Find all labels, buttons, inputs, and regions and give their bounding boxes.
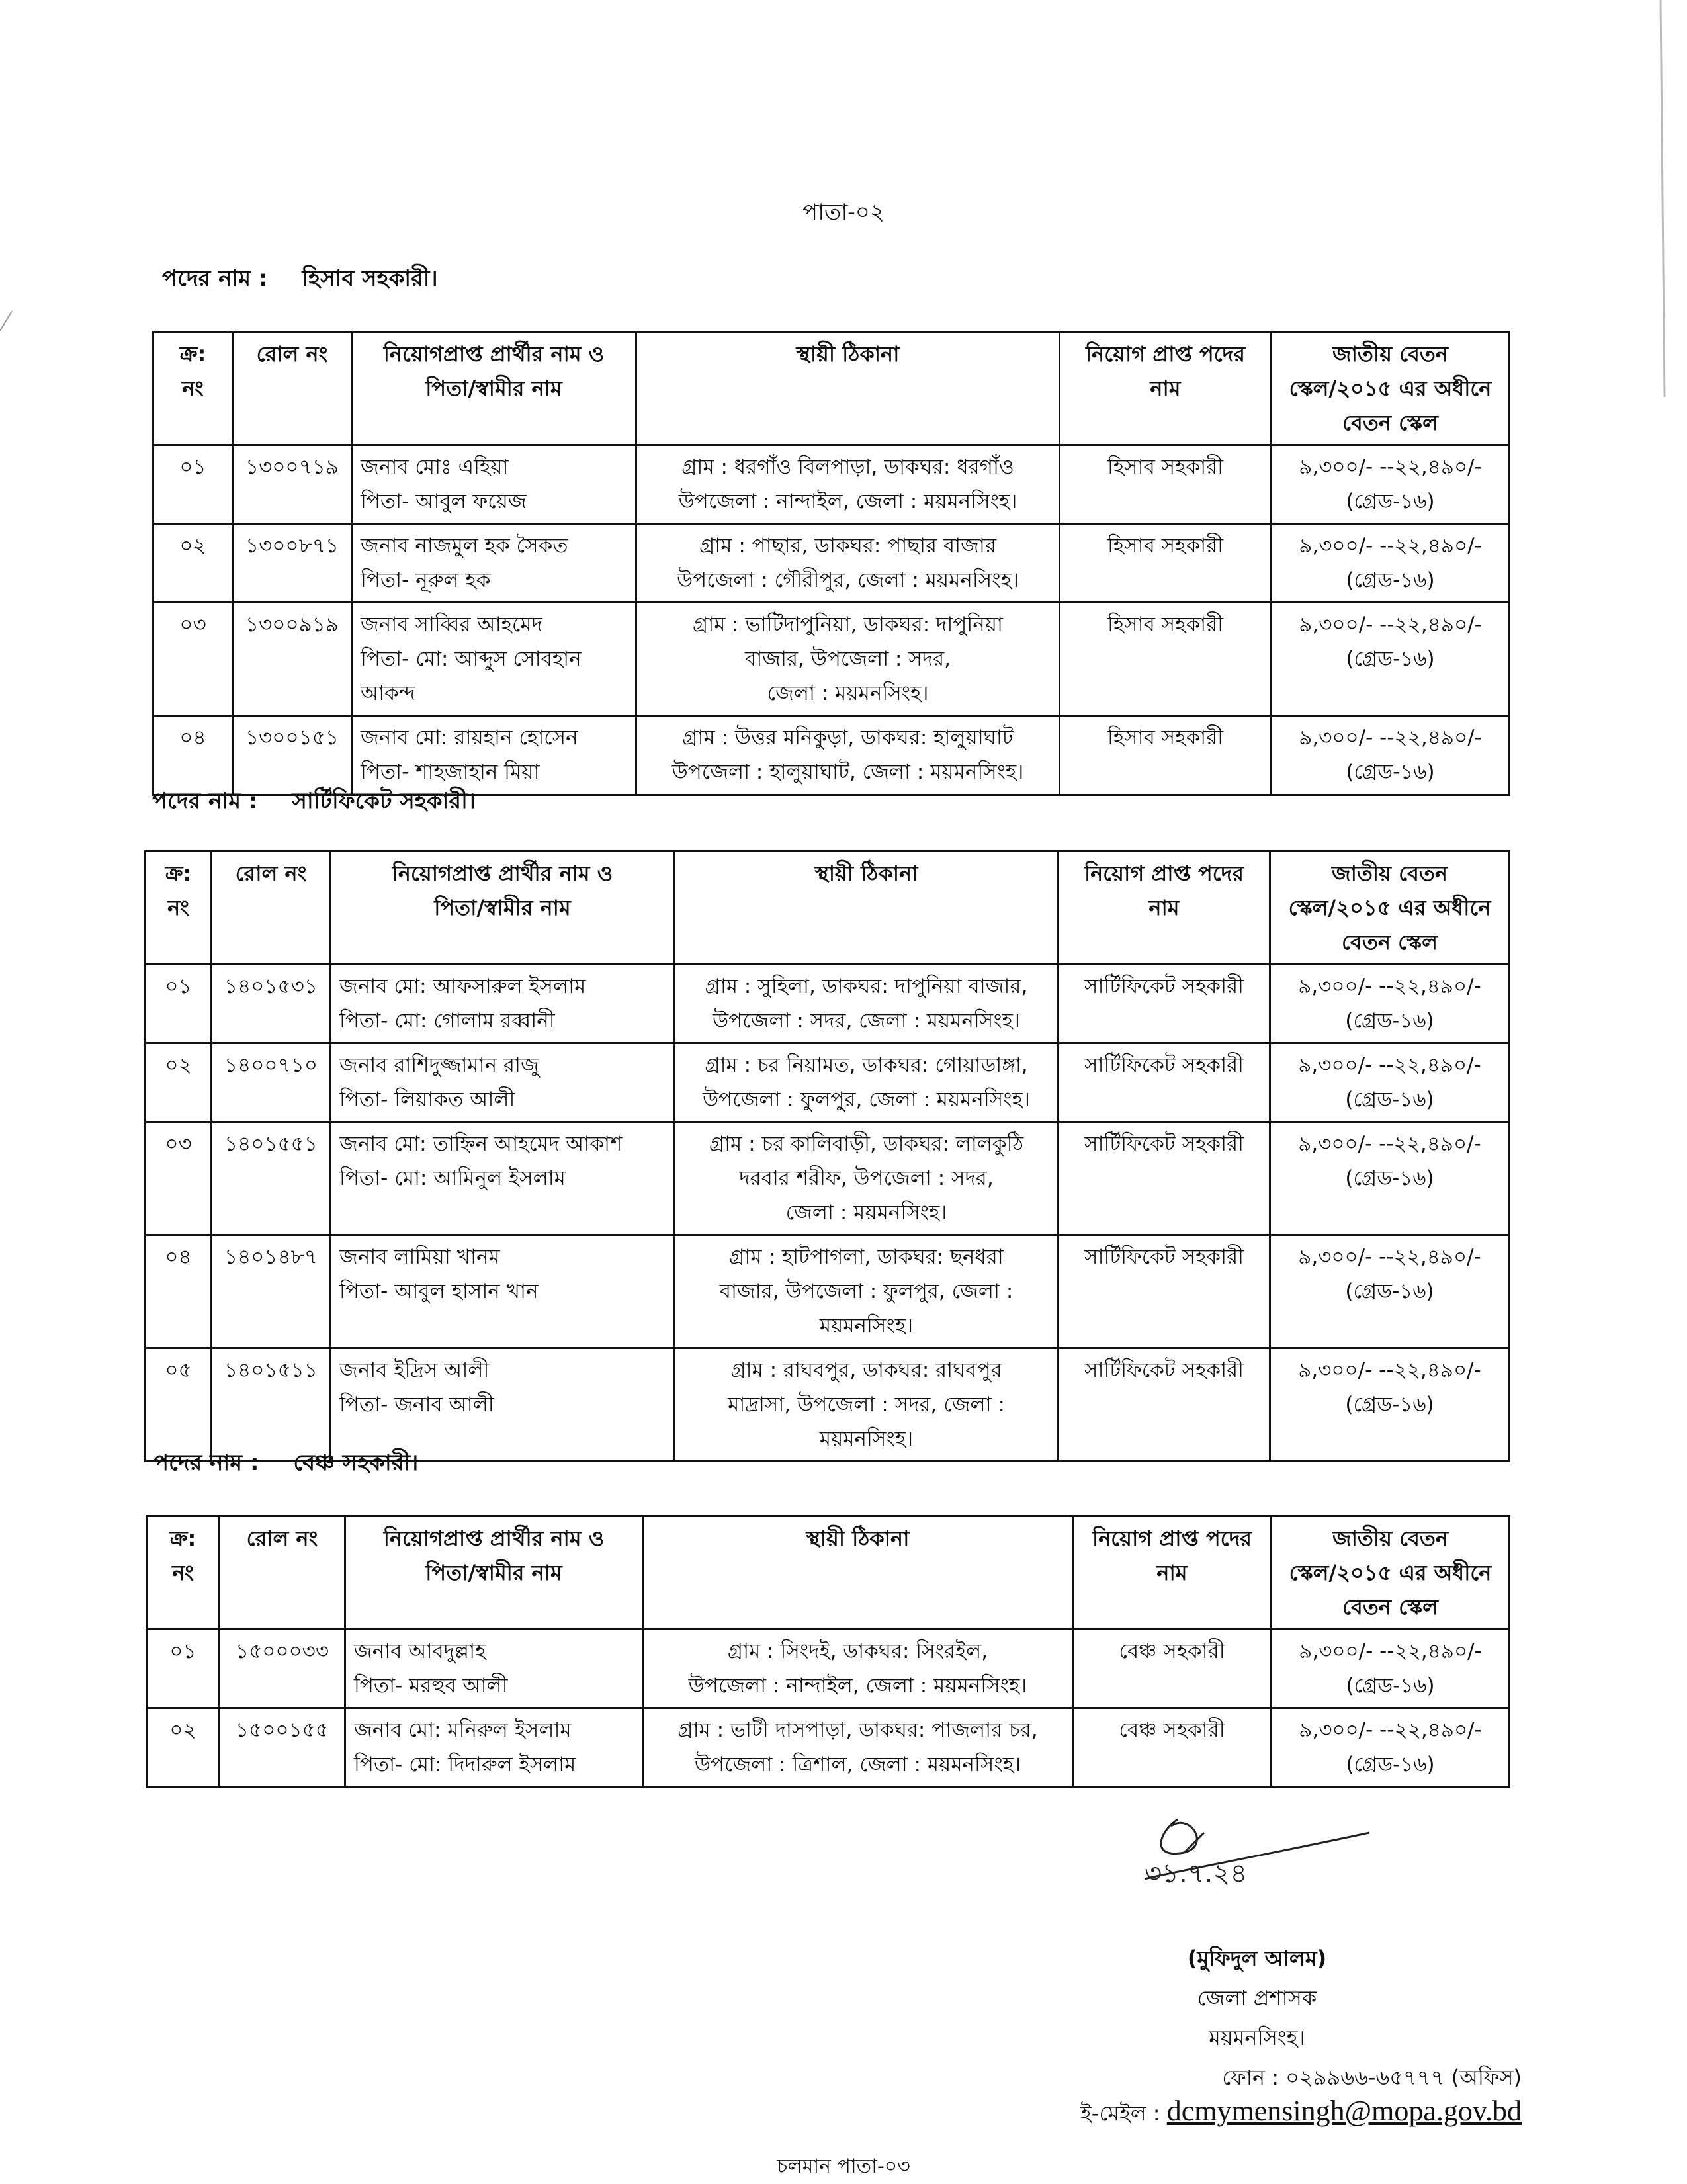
cell-sl: ০৩	[146, 1122, 212, 1235]
header-roll: রোল নং	[233, 332, 352, 445]
cell-name: জনাব লামিয়া খানম পিতা- আবুল হাসান খান	[331, 1235, 675, 1348]
post-label: পদের নাম :	[152, 788, 258, 814]
table-row	[153, 445, 1510, 524]
cell-address: গ্রাম : রাঘবপুর, ডাকঘর: রাঘবপুর মাদ্রাসা, উপজেলা : সদর, জেলা : ময়মনসিংহ।	[675, 1348, 1059, 1462]
header-sl: ক্র: নং	[146, 852, 212, 965]
cell-roll: ১৪০১৫৫১	[212, 1122, 331, 1235]
cell-address: গ্রাম : উত্তর মনিকুড়া, ডাকঘর: হালুয়াঘাট উপজেলা : হালুয়াঘাট, জেলা : ময়মনসিংহ।	[636, 716, 1060, 795]
header-name: নিয়োগপ্রাপ্ত প্রার্থীর নাম ও পিতা/স্বামীর নাম	[345, 1516, 643, 1630]
signatory-name: (মুফিদুল আলম)	[1187, 1946, 1327, 1971]
email-label: ই-মেইল :	[1080, 2101, 1160, 2126]
cell-name: জনাব মো: আফসারুল ইসলাম পিতা- মো: গোলাম রব্বানী	[331, 965, 675, 1043]
cell-sl: ০৪	[153, 716, 233, 795]
cell-address: গ্রাম : পাছার, ডাকঘর: পাছার বাজার উপজেলা : গৌরীপুর, জেলা : ময়মনসিংহ।	[636, 524, 1060, 603]
page-number: পাতা-০২	[802, 199, 885, 226]
phone-number: ০২৯৯৬৬-৬৫৭৭৭ (অফিস)	[1285, 2065, 1522, 2090]
signature-date: ৩১.৭.২৪	[1145, 1858, 1248, 1889]
cell-scale: ৯,৩০০/- --২২,৪৯০/- (গ্রেড-১৬)	[1270, 965, 1510, 1043]
cell-post: সার্টিফিকেট সহকারী	[1059, 1043, 1270, 1122]
cell-roll: ১৪০১৪৮৭	[212, 1235, 331, 1348]
post-label: পদের নাম :	[162, 265, 268, 292]
email-link[interactable]: dcmymensingh@mopa.gov.bd	[1166, 2095, 1522, 2127]
table-row	[146, 1348, 1510, 1462]
email-line	[926, 2094, 1522, 2132]
cell-post: সার্টিফিকেট সহকারী	[1059, 1235, 1270, 1348]
post-title-3	[153, 1446, 418, 1483]
table-row	[146, 1043, 1510, 1122]
cell-name: জনাব মো: রায়হান হোসেন পিতা- শাহজাহান মিয়া	[352, 716, 636, 795]
cell-scale: ৯,৩০০/- --২২,৪৯০/- (গ্রেড-১৬)	[1272, 1630, 1510, 1708]
roster-table-1	[152, 331, 1510, 796]
roster-header	[147, 1516, 1510, 1630]
header-address: স্থায়ী ঠিকানা	[675, 852, 1059, 965]
cell-name: জনাব ইদ্রিস আলী পিতা- জনাব আলী	[331, 1348, 675, 1462]
cell-post: সার্টিফিকেট সহকারী	[1059, 1348, 1270, 1462]
cell-name: জনাব মোঃ এহিয়া পিতা- আবুল ফয়েজ	[352, 445, 636, 524]
header-name: নিয়োগপ্রাপ্ত প্রার্থীর নাম ও পিতা/স্বামীর নাম	[331, 852, 675, 965]
table-row	[153, 524, 1510, 603]
roster-table-3	[146, 1515, 1510, 1788]
cell-address: গ্রাম : চর নিয়ামত, ডাকঘর: গোয়াডাঙ্গা, উপজেলা : ফুলপুর, জেলা : ময়মনসিংহ।	[675, 1043, 1059, 1122]
signatory-designation: জেলা প্রশাসক	[1197, 1986, 1317, 2011]
cell-sl: ০৪	[146, 1235, 212, 1348]
cell-post: বেঞ্চ সহকারী	[1073, 1630, 1272, 1708]
phone-line	[926, 2061, 1522, 2097]
cell-post: হিসাব সহকারী	[1060, 524, 1272, 603]
continued-note: চলমান পাতা-০৩	[777, 2155, 910, 2178]
cell-post: হিসাব সহকারী	[1060, 603, 1272, 716]
cell-address: গ্রাম : ভাটিদাপুনিয়া, ডাকঘর: দাপুনিয়া বাজার, উপজেলা : সদর, জেলা : ময়মনসিংহ।	[636, 603, 1060, 716]
phone-label: ফোন :	[1222, 2065, 1279, 2090]
cell-roll: ১৩০০৭১৯	[233, 445, 352, 524]
signatory-district: ময়মনসিংহ।	[1209, 2025, 1305, 2050]
cell-sl: ০১	[153, 445, 233, 524]
cell-name: জনাব সাব্বির আহমেদ পিতা- মো: আব্দুস সোবহান আকন্দ	[352, 603, 636, 716]
cell-address: গ্রাম : ভাটী দাসপাড়া, ডাকঘর: পাজলার চর, উপজেলা : ত্রিশাল, জেলা : ময়মনসিংহ।	[643, 1708, 1073, 1787]
header-sl: ক্র: নং	[147, 1516, 220, 1630]
cell-address: গ্রাম : সিংদই, ডাকঘর: সিংরইল, উপজেলা : নান্দাইল, জেলা : ময়মনসিংহ।	[643, 1630, 1073, 1708]
cell-scale: ৯,৩০০/- --২২,৪৯০/- (গ্রেড-১৬)	[1272, 524, 1510, 603]
cell-address: গ্রাম : হাটপাগলা, ডাকঘর: ছনধরা বাজার, উপজেলা : ফুলপুর, জেলা : ময়মনসিংহ।	[675, 1235, 1059, 1348]
post-title-2	[152, 784, 476, 822]
cell-scale: ৯,৩০০/- --২২,৪৯০/- (গ্রেড-১৬)	[1270, 1348, 1510, 1462]
signatory-block	[992, 1939, 1522, 2058]
cell-sl: ০১	[147, 1630, 220, 1708]
cell-name: জনাব মো: মনিরুল ইসলাম পিতা- মো: দিদারুল ইসলাম	[345, 1708, 643, 1787]
post-label: পদের নাম :	[153, 1450, 259, 1476]
cell-scale: ৯,৩০০/- --২২,৪৯০/- (গ্রেড-১৬)	[1272, 445, 1510, 524]
cell-name: জনাব মো: তাহ্নিন আহমেদ আকাশ পিতা- মো: আমিনুল ইসলাম	[331, 1122, 675, 1235]
cell-roll: ১৩০০১৫১	[233, 716, 352, 795]
cell-roll: ১৪০১৫১১	[212, 1348, 331, 1462]
cell-roll: ১৪০০৭১০	[212, 1043, 331, 1122]
cell-sl: ০২	[153, 524, 233, 603]
cell-address: গ্রাম : ধরগাঁও বিলপাড়া, ডাকঘর: ধরগাঁও উপজেলা : নান্দাইল, জেলা : ময়মনসিংহ।	[636, 445, 1060, 524]
header-sl: ক্র: নং	[153, 332, 233, 445]
table-row	[146, 1122, 1510, 1235]
header-address: স্থায়ী ঠিকানা	[636, 332, 1060, 445]
cell-scale: ৯,৩০০/- --২২,৪৯০/- (গ্রেড-১৬)	[1272, 603, 1510, 716]
cell-post: হিসাব সহকারী	[1060, 716, 1272, 795]
cell-address: গ্রাম : চর কালিবাড়ী, ডাকঘর: লালকুঠি দরবার শরীফ, উপজেলা : সদর, জেলা : ময়মনসিংহ।	[675, 1122, 1059, 1235]
cell-roll: ১৫০০১৫৫	[220, 1708, 345, 1787]
cell-roll: ১৫০০০৩৩	[220, 1630, 345, 1708]
cell-sl: ০২	[146, 1043, 212, 1122]
cell-post: সার্টিফিকেট সহকারী	[1059, 965, 1270, 1043]
table-row	[146, 965, 1510, 1043]
cell-scale: ৯,৩০০/- --২২,৪৯০/- (গ্রেড-১৬)	[1272, 1708, 1510, 1787]
post-name: হিসাব সহকারী।	[302, 265, 438, 292]
roster-table-2	[144, 850, 1510, 1462]
cell-sl: ০৫	[146, 1348, 212, 1462]
cell-address: গ্রাম : সুহিলা, ডাকঘর: দাপুনিয়া বাজার, উপজেলা : সদর, জেলা : ময়মনসিংহ।	[675, 965, 1059, 1043]
table-row	[147, 1630, 1510, 1708]
cell-scale: ৯,৩০০/- --২২,৪৯০/- (গ্রেড-১৬)	[1270, 1122, 1510, 1235]
cell-scale: ৯,৩০০/- --২২,৪৯০/- (গ্রেড-১৬)	[1270, 1043, 1510, 1122]
header-name: নিয়োগপ্রাপ্ত প্রার্থীর নাম ও পিতা/স্বামীর নাম	[352, 332, 636, 445]
cell-sl: ০৩	[153, 603, 233, 716]
header-post: নিয়োগ প্রাপ্ত পদের নাম	[1059, 852, 1270, 965]
cell-name: জনাব নাজমুল হক সৈকত পিতা- নূরুল হক	[352, 524, 636, 603]
header-scale: জাতীয় বেতন স্কেল/২০১৫ এর অধীনে বেতন স্কেল	[1270, 852, 1510, 965]
cell-sl: ০১	[146, 965, 212, 1043]
cell-post: হিসাব সহকারী	[1060, 445, 1272, 524]
post-name: সার্টিফিকেট সহকারী।	[292, 788, 476, 814]
header-roll: রোল নং	[220, 1516, 345, 1630]
table-row	[153, 716, 1510, 795]
table-row	[153, 603, 1510, 716]
cell-post: সার্টিফিকেট সহকারী	[1059, 1122, 1270, 1235]
cell-post: বেঞ্চ সহকারী	[1073, 1708, 1272, 1787]
header-post: নিয়োগ প্রাপ্ত পদের নাম	[1060, 332, 1272, 445]
cell-roll: ১৩০০৮৭১	[233, 524, 352, 603]
header-post: নিয়োগ প্রাপ্ত পদের নাম	[1073, 1516, 1272, 1630]
header-roll: রোল নং	[212, 852, 331, 965]
cell-scale: ৯,৩০০/- --২২,৪৯০/- (গ্রেড-১৬)	[1270, 1235, 1510, 1348]
cell-scale: ৯,৩০০/- --২২,৪৯০/- (গ্রেড-১৬)	[1272, 716, 1510, 795]
cell-sl: ০২	[147, 1708, 220, 1787]
header-scale: জাতীয় বেতন স্কেল/২০১৫ এর অধীনে বেতন স্কেল	[1272, 332, 1510, 445]
post-name: বেঞ্চ সহকারী।	[293, 1450, 419, 1476]
cell-name: জনাব রাশিদুজ্জামান রাজু পিতা- লিয়াকত আলী	[331, 1043, 675, 1122]
table-row	[147, 1708, 1510, 1787]
roster-header	[153, 332, 1510, 445]
signature-scribble	[1078, 1806, 1383, 1912]
cell-name: জনাব আবদুল্লাহ পিতা- মরহুব আলী	[345, 1630, 643, 1708]
header-scale: জাতীয় বেতন স্কেল/২০১৫ এর অধীনে বেতন স্কেল	[1272, 1516, 1510, 1630]
cell-roll: ১৩০০৯১৯	[233, 603, 352, 716]
table-row	[146, 1235, 1510, 1348]
roster-header	[146, 852, 1510, 965]
header-address: স্থায়ী ঠিকানা	[643, 1516, 1073, 1630]
post-title-1	[162, 261, 438, 299]
cell-roll: ১৪০১৫৩১	[212, 965, 331, 1043]
